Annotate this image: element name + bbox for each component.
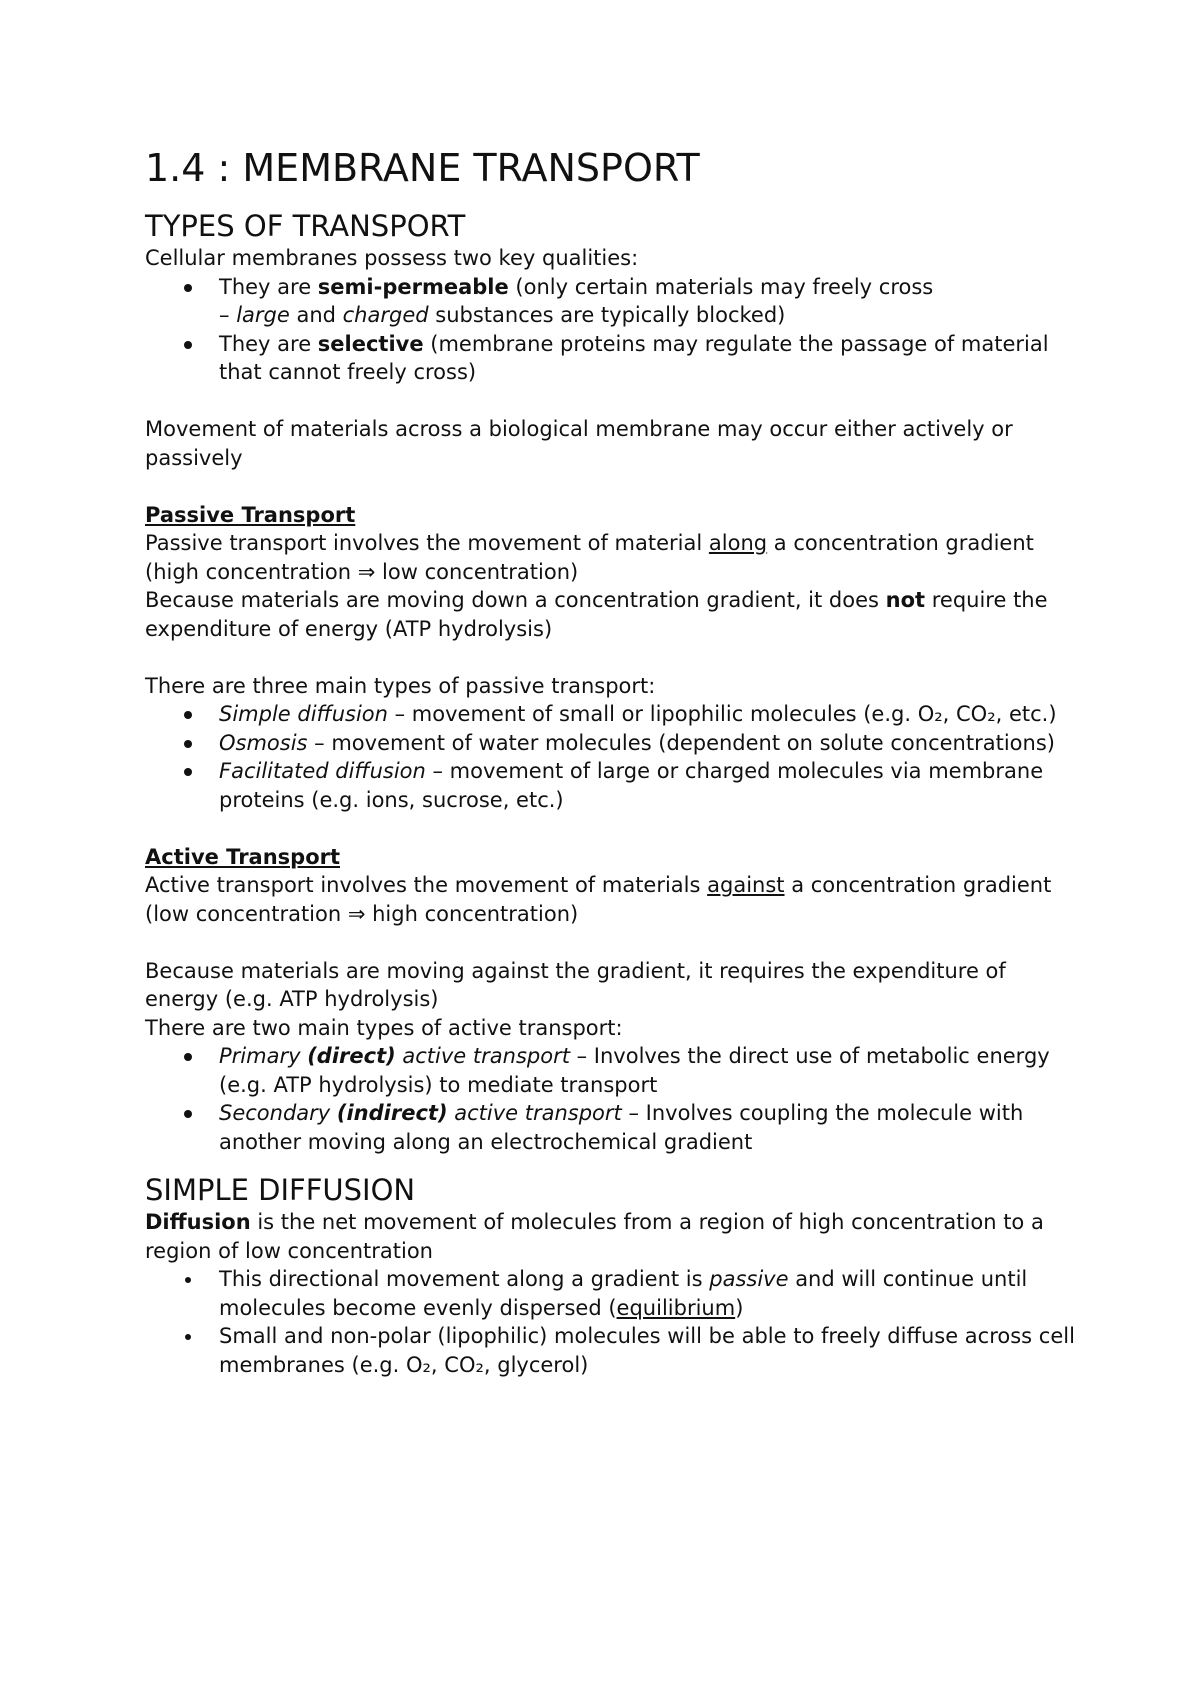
heading-active-transport: Active Transport <box>145 844 341 869</box>
list-item: They are semi-permeable (only certain materials may freely cross – large and charged substances are typically blocked) <box>145 273 1085 330</box>
active-types-intro: There are two main types of active transport: <box>145 1015 623 1040</box>
heading-types-of-transport: TYPES OF TRANSPORT <box>145 209 466 243</box>
qualities-list <box>145 273 1085 387</box>
passive-paragraph-1: Passive transport involves the movement of material along a concentration gradient (high concentration ⇒ low concentration) <box>145 531 1034 584</box>
page-title: 1.4 : MEMBRANE TRANSPORT <box>145 146 700 190</box>
bullet-icon <box>184 768 192 776</box>
bullet-icon <box>185 1277 191 1283</box>
types-intro: Cellular membranes possess two key qualities: <box>145 246 639 270</box>
movement-paragraph: Movement of materials across a biological membrane may occur either actively or passively <box>145 417 1013 470</box>
bullet-icon <box>184 1053 192 1061</box>
passive-types-intro: There are three main types of passive transport: <box>145 673 656 698</box>
passive-types-list <box>145 700 1085 814</box>
list-item: Primary (direct) active transport – Involves the direct use of metabolic energy (e.g. ATP hydrolysis) to mediate transport <box>145 1042 1085 1099</box>
diffusion-list <box>145 1265 1085 1379</box>
term-semi-permeable: semi-permeable <box>317 274 509 299</box>
bullet-icon <box>184 284 192 292</box>
heading-passive-transport: Passive Transport <box>145 502 356 527</box>
passive-paragraph-2: Because materials are moving down a concentration gradient, it does not require the expenditure of energy (ATP hydrolysis) <box>145 588 1048 641</box>
list-item: Secondary (indirect) active transport – Involves coupling the molecule with another moving along an electrochemical gradient <box>145 1099 1085 1156</box>
heading-simple-diffusion: SIMPLE DIFFUSION <box>145 1173 416 1207</box>
bullet-icon <box>184 341 192 349</box>
active-paragraph-1: Active transport involves the movement of materials against a concentration gradient (low concentration ⇒ high concentration) <box>145 873 1052 926</box>
active-types-list <box>145 1042 1085 1156</box>
list-item: Small and non-polar (lipophilic) molecules will be able to freely diffuse across cell membranes (e.g. O₂, CO₂, glycerol) <box>145 1322 1085 1379</box>
document-page <box>145 140 1085 1379</box>
list-item: Facilitated diffusion – movement of large or charged molecules via membrane proteins (e.g. ions, sucrose, etc.) <box>145 757 1085 814</box>
term-selective: selective <box>317 331 424 356</box>
bullet-icon <box>184 1110 192 1118</box>
diffusion-definition: Diffusion is the net movement of molecules from a region of high concentration to a region of low concentration <box>145 1210 1044 1263</box>
list-item: They are selective (membrane proteins may regulate the passage of material that cannot freely cross) <box>145 330 1085 387</box>
list-item: This directional movement along a gradient is passive and will continue until molecules become evenly dispersed (equilibrium) <box>145 1265 1085 1322</box>
bullet-icon <box>184 711 192 719</box>
bullet-icon <box>184 740 192 748</box>
bullet-icon <box>185 1334 191 1340</box>
active-paragraph-2: Because materials are moving against the gradient, it requires the expenditure of energy (e.g. ATP hydrolysis) <box>145 958 1006 1011</box>
list-item: Simple diffusion – movement of small or lipophilic molecules (e.g. O₂, CO₂, etc.) <box>145 700 1085 729</box>
list-item: Osmosis – movement of water molecules (dependent on solute concentrations) <box>145 729 1085 758</box>
